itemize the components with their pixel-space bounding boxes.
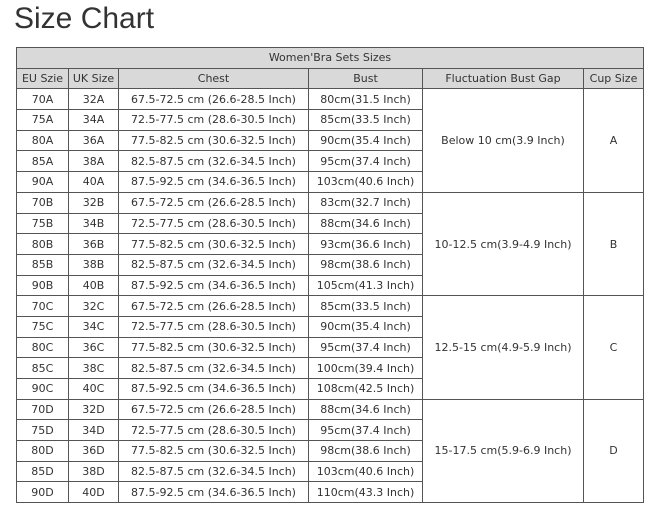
cell-bust: 85cm(33.5 Inch)	[309, 296, 423, 317]
cell-eu-size: 90A	[17, 172, 69, 193]
cell-uk-size: 36B	[69, 234, 119, 255]
table-caption: Women'Bra Sets Sizes	[17, 48, 644, 69]
cell-bust: 80cm(31.5 Inch)	[309, 89, 423, 110]
cell-chest: 72.5-77.5 cm (28.6-30.5 Inch)	[119, 110, 309, 131]
cell-eu-size: 75A	[17, 110, 69, 131]
size-chart-table	[16, 47, 644, 503]
table-row	[17, 296, 644, 317]
page-title: Size Chart	[14, 2, 155, 35]
cell-chest: 77.5-82.5 cm (30.6-32.5 Inch)	[119, 337, 309, 358]
cell-chest: 87.5-92.5 cm (34.6-36.5 Inch)	[119, 482, 309, 503]
cell-uk-size: 32A	[69, 89, 119, 110]
cell-uk-size: 32C	[69, 296, 119, 317]
cell-chest: 87.5-92.5 cm (34.6-36.5 Inch)	[119, 275, 309, 296]
cell-cup-size: B	[584, 192, 644, 295]
cell-eu-size: 80B	[17, 234, 69, 255]
cell-eu-size: 90C	[17, 379, 69, 400]
cell-bust: 88cm(34.6 Inch)	[309, 213, 423, 234]
cell-uk-size: 38C	[69, 358, 119, 379]
cell-bust: 103cm(40.6 Inch)	[309, 172, 423, 193]
cell-bust: 95cm(37.4 Inch)	[309, 151, 423, 172]
cell-chest: 87.5-92.5 cm (34.6-36.5 Inch)	[119, 172, 309, 193]
cell-cup-size: D	[584, 399, 644, 502]
cell-eu-size: 90B	[17, 275, 69, 296]
cell-fluctuation-bust-gap: 10-12.5 cm(3.9-4.9 Inch)	[423, 192, 584, 295]
cell-bust: 105cm(41.3 Inch)	[309, 275, 423, 296]
cell-bust: 100cm(39.4 Inch)	[309, 358, 423, 379]
cell-bust: 90cm(35.4 Inch)	[309, 316, 423, 337]
cell-chest: 72.5-77.5 cm (28.6-30.5 Inch)	[119, 316, 309, 337]
cell-eu-size: 80C	[17, 337, 69, 358]
cell-uk-size: 34D	[69, 420, 119, 441]
cell-eu-size: 85D	[17, 461, 69, 482]
cell-chest: 77.5-82.5 cm (30.6-32.5 Inch)	[119, 130, 309, 151]
header-fluctuation-bust-gap: Fluctuation Bust Gap	[423, 68, 584, 89]
cell-eu-size: 75C	[17, 316, 69, 337]
cell-eu-size: 85B	[17, 254, 69, 275]
cell-uk-size: 34A	[69, 110, 119, 131]
cell-bust: 83cm(32.7 Inch)	[309, 192, 423, 213]
cell-chest: 67.5-72.5 cm (26.6-28.5 Inch)	[119, 399, 309, 420]
cell-uk-size: 36C	[69, 337, 119, 358]
cell-uk-size: 38B	[69, 254, 119, 275]
cell-uk-size: 36A	[69, 130, 119, 151]
cell-eu-size: 75D	[17, 420, 69, 441]
table-row	[17, 399, 644, 420]
cell-uk-size: 40B	[69, 275, 119, 296]
cell-uk-size: 40A	[69, 172, 119, 193]
cell-uk-size: 36D	[69, 441, 119, 462]
cell-chest: 82.5-87.5 cm (32.6-34.5 Inch)	[119, 461, 309, 482]
cell-bust: 98cm(38.6 Inch)	[309, 441, 423, 462]
cell-cup-size: C	[584, 296, 644, 399]
cell-fluctuation-bust-gap: 15-17.5 cm(5.9-6.9 Inch)	[423, 399, 584, 502]
cell-bust: 88cm(34.6 Inch)	[309, 399, 423, 420]
cell-bust: 85cm(33.5 Inch)	[309, 110, 423, 131]
cell-uk-size: 32B	[69, 192, 119, 213]
cell-uk-size: 34C	[69, 316, 119, 337]
cell-fluctuation-bust-gap: 12.5-15 cm(4.9-5.9 Inch)	[423, 296, 584, 399]
cell-chest: 82.5-87.5 cm (32.6-34.5 Inch)	[119, 254, 309, 275]
header-chest: Chest	[119, 68, 309, 89]
cell-uk-size: 34B	[69, 213, 119, 234]
header-uk-size: UK Size	[69, 68, 119, 89]
cell-uk-size: 38A	[69, 151, 119, 172]
cell-eu-size: 80D	[17, 441, 69, 462]
cell-chest: 82.5-87.5 cm (32.6-34.5 Inch)	[119, 151, 309, 172]
table-row	[17, 192, 644, 213]
cell-chest: 72.5-77.5 cm (28.6-30.5 Inch)	[119, 420, 309, 441]
cell-chest: 67.5-72.5 cm (26.6-28.5 Inch)	[119, 296, 309, 317]
header-bust: Bust	[309, 68, 423, 89]
cell-uk-size: 40D	[69, 482, 119, 503]
cell-eu-size: 85C	[17, 358, 69, 379]
cell-eu-size: 70C	[17, 296, 69, 317]
cell-chest: 72.5-77.5 cm (28.6-30.5 Inch)	[119, 213, 309, 234]
cell-chest: 82.5-87.5 cm (32.6-34.5 Inch)	[119, 358, 309, 379]
cell-bust: 95cm(37.4 Inch)	[309, 337, 423, 358]
cell-bust: 93cm(36.6 Inch)	[309, 234, 423, 255]
cell-chest: 77.5-82.5 cm (30.6-32.5 Inch)	[119, 234, 309, 255]
cell-bust: 103cm(40.6 Inch)	[309, 461, 423, 482]
cell-uk-size: 40C	[69, 379, 119, 400]
cell-cup-size: A	[584, 89, 644, 192]
cell-uk-size: 38D	[69, 461, 119, 482]
cell-eu-size: 90D	[17, 482, 69, 503]
cell-eu-size: 85A	[17, 151, 69, 172]
cell-bust: 108cm(42.5 Inch)	[309, 379, 423, 400]
header-cup-size: Cup Size	[584, 68, 644, 89]
table-body	[17, 89, 644, 503]
header-eu-size: EU Szie	[17, 68, 69, 89]
cell-eu-size: 70D	[17, 399, 69, 420]
cell-fluctuation-bust-gap: Below 10 cm(3.9 Inch)	[423, 89, 584, 192]
cell-uk-size: 32D	[69, 399, 119, 420]
cell-eu-size: 75B	[17, 213, 69, 234]
cell-chest: 67.5-72.5 cm (26.6-28.5 Inch)	[119, 89, 309, 110]
cell-chest: 67.5-72.5 cm (26.6-28.5 Inch)	[119, 192, 309, 213]
cell-bust: 95cm(37.4 Inch)	[309, 420, 423, 441]
cell-chest: 77.5-82.5 cm (30.6-32.5 Inch)	[119, 441, 309, 462]
cell-chest: 87.5-92.5 cm (34.6-36.5 Inch)	[119, 379, 309, 400]
table-row	[17, 89, 644, 110]
cell-eu-size: 70B	[17, 192, 69, 213]
cell-bust: 90cm(35.4 Inch)	[309, 130, 423, 151]
header-row	[17, 68, 644, 89]
cell-bust: 98cm(38.6 Inch)	[309, 254, 423, 275]
cell-eu-size: 80A	[17, 130, 69, 151]
cell-eu-size: 70A	[17, 89, 69, 110]
cell-bust: 110cm(43.3 Inch)	[309, 482, 423, 503]
